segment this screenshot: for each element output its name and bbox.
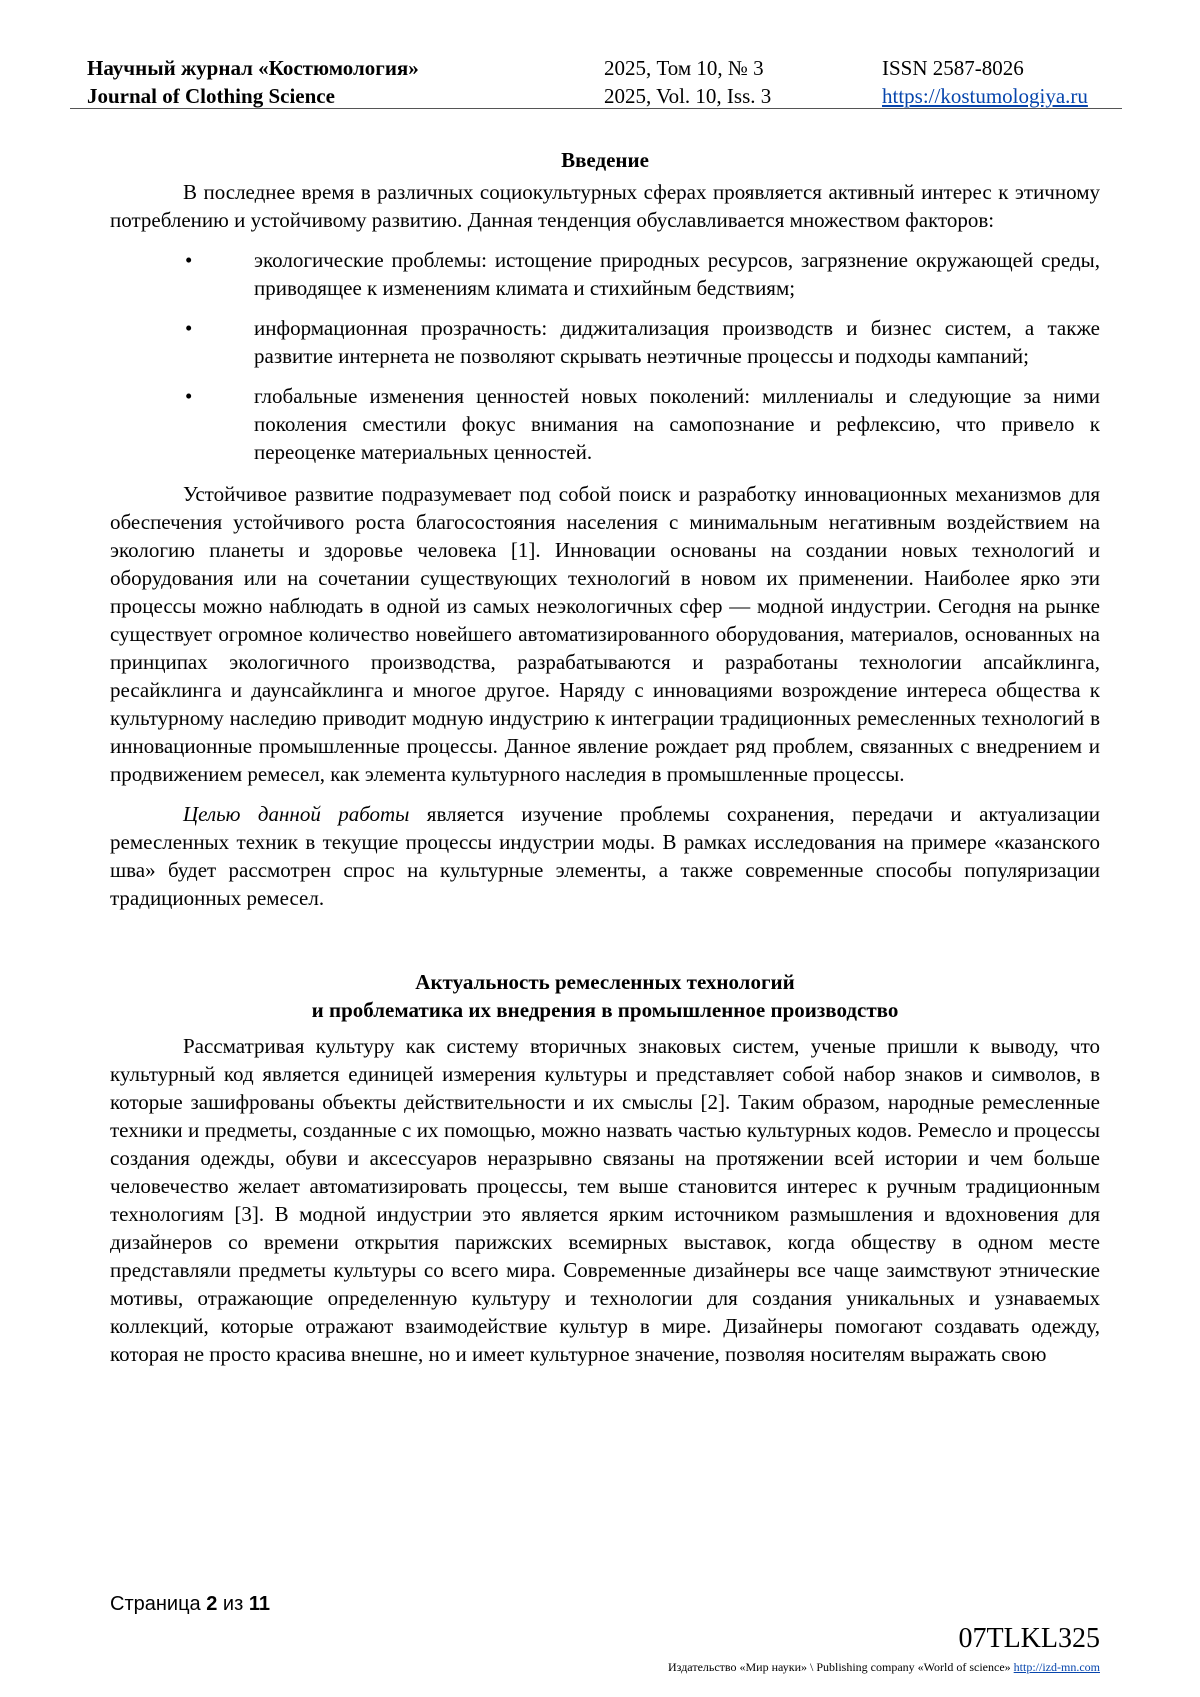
goal-emphasis: Целью данной работы — [183, 802, 410, 826]
relevance-paragraph-1: Рассматривая культуру как систему вторичных знаковых систем, ученые пришли к выводу, что культурный код является единицей измерения культуры и представляет собой набор знаков и символов, в которые зашифрованы объекты действительности и их смыслы [2]. Таким образом, народные ремесленные техники и предметы, созданные с их помощью, можно назвать частью культурных кодов. Ремесло и процессы создания одежды, обуви и аксессуаров неразрывно связаны на протяжении всей истории и чем больше человечество желает автоматизировать процессы, тем выше становится интерес к ручным традиционным технологиям [3]. В модной индустрии это является ярким источником размышления и вдохновения для дизайнеров со времени открытия парижских всемирных выставок, когда обществу в одном месте представляли предметы культуры со всего мира. Современные дизайнеры все чаще заимствуют этнические мотивы, отражающие определенную культуру и технологии для создания уникальных и узнаваемых коллекций, которые отражают взаимодействие культур в мире. Дизайнеры помогают создавать одежду, которая не просто красива внешне, но и имеет культурное значение, позволяя носителям выражать свою — [110, 1034, 1100, 1366]
section-title-intro: Введение — [561, 148, 649, 172]
bullet-icon: • — [185, 248, 193, 272]
issue-ru: 2025, Том 10, № 3 — [604, 56, 764, 80]
factors-list — [110, 246, 1100, 466]
publisher-footer — [668, 1660, 1100, 1675]
journal-url-link[interactable]: https://kostumologiya.ru — [882, 84, 1088, 108]
article-body — [110, 146, 1100, 1368]
journal-title-ru: Научный журнал «Костюмология» — [87, 56, 419, 80]
page-total: 11 — [248, 1593, 270, 1615]
publisher-url-link[interactable]: http://izd-mn.com — [1013, 1660, 1100, 1674]
intro-paragraph-3 — [110, 800, 1100, 912]
list-item-text: экологические проблемы: истощение природных ресурсов, загрязнение окружающей среды, приводящее к изменениям климата и стихийным бедствиям; — [254, 248, 1100, 300]
journal-title-en: Journal of Clothing Science — [87, 84, 335, 108]
list-item-text: глобальные изменения ценностей новых поколений: миллениалы и следующие за ними поколения сместили фокус внимания на самопознание и рефлексию, что привело к переоценке материальных ценностей. — [254, 384, 1100, 464]
page-number — [110, 1593, 270, 1616]
list-item-text: информационная прозрачность: диджитализация производств и бизнес систем, а также развитие интернета не позволяют скрывать неэтичные процессы и подходы кампаний; — [254, 316, 1100, 368]
issue-en: 2025, Vol. 10, Iss. 3 — [604, 84, 772, 108]
article-code: 07TLKL325 — [958, 1623, 1100, 1654]
list-item — [110, 382, 1100, 466]
intro-paragraph-1: В последнее время в различных социокультурных сферах проявляется активный интерес к этичному потреблению и устойчивому развитию. Данная тенденция обуславливается множеством факторов: — [110, 180, 1100, 232]
issue-block — [604, 54, 771, 110]
journal-title-block — [87, 54, 419, 110]
publisher-text: Издательство «Мир науки» \ Publishing company «World of science» — [668, 1660, 1011, 1674]
page-of: из — [222, 1593, 244, 1615]
bullet-icon: • — [185, 316, 193, 340]
page-current: 2 — [206, 1593, 218, 1615]
list-item — [110, 314, 1100, 370]
goal-text: является изучение проблемы сохранения, передачи и актуализации ремесленных техник в текущие процессы индустрии моды. В рамках исследования на примере «казанского шва» будет рассмотрен спрос на культурные элементы, а также современные способы популяризации традиционных ремесел. — [110, 802, 1100, 910]
section-title-relevance — [110, 968, 1100, 1024]
section-title-line-1: Актуальность ремесленных технологий — [415, 970, 795, 994]
journal-header — [70, 52, 1122, 109]
page-label: Страница — [110, 1593, 201, 1615]
bullet-icon: • — [185, 384, 193, 408]
intro-paragraph-2: Устойчивое развитие подразумевает под собой поиск и разработку инновационных механизмов для обеспечения устойчивого роста благосостояния населения с минимальным негативным воздействием на экологию планеты и здоровье человека [1]. Инновации основаны на создании новых технологий и оборудования или на сочетании существующих технологий в новом их применении. Наиболее ярко эти процессы можно наблюдать в одной из самых неэкологичных сфер — модной индустрии. Сегодня на рынке существует огромное количество новейшего автоматизированного оборудования, материалов, основанных на принципах экологичного производства, разрабатываются и разработаны технологии апсайклинга, ресайклинга и даунсайклинга и многое другое. Наряду с инновациями возрождение интереса общества к культурному наследию приводит модную индустрию к интеграции традиционных ремесленных технологий в инновационные промышленные процессы. Данное явление рождает ряд проблем, связанных с внедрением и продвижением ремесел, как элемента культурного наследия в промышленные процессы. — [110, 482, 1100, 786]
section-title-line-2: и проблематика их внедрения в промышленное производство — [311, 998, 899, 1022]
issn-block — [882, 54, 1088, 110]
list-item — [110, 246, 1100, 302]
issn: ISSN 2587-8026 — [882, 56, 1024, 80]
